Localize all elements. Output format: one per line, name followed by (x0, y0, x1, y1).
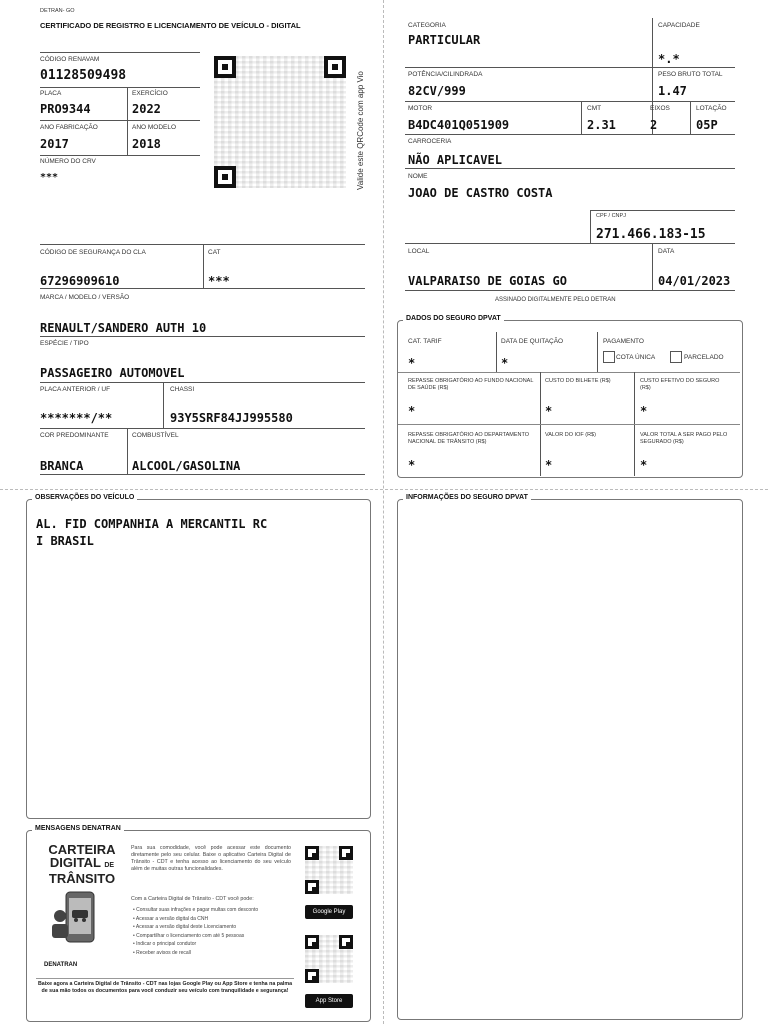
exercicio-label: EXERCÍCIO (132, 90, 168, 97)
repasse-dnt-label: REPASSE OBRIGATÓRIO AO DEPARTAMENTO NACIONAL DE TRÂNSITO (R$) (408, 432, 530, 445)
cdt-logo (46, 843, 118, 885)
dpvat-title: DADOS DO SEGURO DPVAT (403, 315, 504, 322)
ano-fab-label: ANO FABRICAÇÃO (40, 124, 98, 131)
cdt-feature-list (133, 906, 293, 957)
cdt-feature-item: • Receber avisos de recall (133, 949, 191, 956)
placa-anterior-label: PLACA ANTERIOR / UF (40, 386, 111, 393)
assinado-text: ASSINADO DIGITALMENTE PELO DETRAN (495, 297, 616, 303)
cat-label: CAT (208, 249, 221, 256)
total-value: * (640, 458, 648, 472)
cdt-feature-item: • Indicar o principal condutor (133, 941, 197, 947)
motor-value: B4DC401Q051909 (408, 118, 510, 132)
informacoes-dpvat-title: INFORMAÇÕES DO SEGURO DPVAT (403, 494, 531, 501)
custo-efetivo-label: CUSTO EFETIVO DO SEGURO (R$) (640, 378, 720, 391)
total-label: VALOR TOTAL A SER PAGO PELO SEGURADO (R$) (640, 432, 728, 445)
qr-caption: Valide este QRCode com app Vio (356, 71, 365, 190)
carroceria-value: NÃO APLICAVEL (408, 153, 502, 167)
capacidade-value: *.* (658, 52, 680, 66)
cdt-feature-item: • Consultar suas infrações e pagar multas com desconto (133, 907, 259, 913)
custo-bilhete-value: * (545, 404, 553, 418)
cmt-label: CMT (587, 105, 602, 112)
repasse-fns-label: REPASSE OBRIGATÓRIO AO FUNDO NACIONAL DE SAÚDE (R$) (408, 378, 534, 391)
placa-anterior-value: *******/** (40, 411, 113, 425)
dpvat-box (397, 320, 743, 478)
cat-tarif-label: CAT. TARIF (408, 338, 442, 345)
repasse-dnt-value: * (408, 458, 416, 472)
custo-efetivo-value: * (640, 404, 648, 418)
categoria-label: CATEGORIA (408, 22, 446, 29)
eixos-label: EIXOS (650, 105, 670, 112)
eixos-value: 2 (650, 118, 658, 132)
cdt-subhead: Com a Carteira Digital de Trânsito - CDT você pode: (131, 896, 254, 902)
data-quitacao-label: DATA DE QUITAÇÃO (501, 338, 564, 345)
cpf-label: CPF / CNPJ (596, 213, 626, 219)
local-value: VALPARAISO DE GOIAS GO (408, 274, 567, 288)
cpf-value: 271.466.183-15 (596, 227, 706, 242)
pagamento-label: PAGAMENTO (603, 338, 644, 345)
categoria-value: PARTICULAR (408, 33, 481, 47)
marca-label: MARCA / MODELO / VERSÃO (40, 294, 130, 301)
motor-label: MOTOR (408, 105, 433, 112)
cdt-feature-item: • Acessar a versão digital deste Licenciamento (133, 924, 237, 930)
data-quitacao-value: * (501, 356, 509, 370)
agency-label: DETRAN- GO (40, 8, 75, 14)
observacoes-line-1: AL. FID COMPANHIA A MERCANTIL RC (36, 517, 268, 531)
cdt-feature-item: • Compartilhar o licenciamento com até 5 pessoas (133, 932, 245, 939)
cota-unica-checkbox[interactable] (603, 351, 615, 363)
parcelado-label: PARCELADO (684, 354, 724, 361)
cor-value: BRANCA (40, 459, 84, 473)
ano-modelo-label: ANO MODELO (132, 124, 177, 131)
crv-label: NÚMERO DO CRV (40, 158, 96, 165)
google-play-badge[interactable]: Google Play (305, 905, 353, 919)
cdt-feature-item: • Acessar a versão digital da CNH (133, 915, 209, 922)
cat-tarif-value: * (408, 356, 416, 370)
ano-modelo-value: 2018 (132, 137, 161, 151)
cdt-footer-text: Baixe agora a Carteira Digital de Trânsito - CDT nas lojas Google Play ou App Store e tenha na palma de sua mão todos os documentos para você conduzir seu veículo com tranquilidade e segurança! (37, 981, 293, 994)
potencia-label: POTÊNCIA/CILINDRADA (408, 71, 483, 78)
peso-label: PESO BRUTO TOTAL (658, 71, 723, 78)
repasse-fns-value: * (408, 404, 416, 418)
nome-label: NOME (408, 173, 428, 180)
document-title: CERTIFICADO DE REGISTRO E LICENCIAMENTO DE VEÍCULO - DIGITAL (40, 21, 301, 30)
combustivel-value: ALCOOL/GASOLINA (132, 459, 241, 473)
cdt-phone-illustration (50, 888, 100, 946)
cor-label: COR PREDOMINANTE (40, 432, 109, 439)
peso-value: 1.47 (658, 84, 687, 98)
chassi-label: CHASSI (170, 386, 195, 393)
lotacao-value: 05P (696, 118, 718, 132)
marca-value: RENAULT/SANDERO AUTH 10 (40, 321, 207, 335)
cdt-logo-de: DE (104, 862, 115, 869)
mensagens-title: MENSAGENS DENATRAN (32, 825, 124, 832)
crv-value: *** (40, 172, 59, 183)
observacoes-line-2: I BRASIL (36, 534, 94, 548)
lotacao-label: LOTAÇÃO (696, 105, 727, 112)
cota-unica-label: COTA ÚNICA (616, 354, 656, 361)
renavam-value: 01128509498 (40, 68, 127, 83)
exercicio-value: 2022 (132, 102, 161, 116)
cdt-logo-line-2: DIGITAL (49, 855, 101, 870)
app-store-qr-code (305, 935, 353, 983)
page-divider-vertical (383, 0, 384, 1024)
page-divider-horizontal (0, 489, 768, 490)
denatran-label: DENATRAN (44, 962, 78, 968)
renavam-label: CÓDIGO RENAVAM (40, 56, 100, 63)
parcelado-checkbox[interactable] (670, 351, 682, 363)
combustivel-label: COMBUSTÍVEL (132, 432, 179, 439)
especie-label: ESPÉCIE / TIPO (40, 340, 89, 347)
local-label: LOCAL (408, 248, 430, 255)
ano-fab-value: 2017 (40, 137, 69, 151)
especie-value: PASSAGEIRO AUTOMOVEL (40, 366, 185, 380)
cmt-value: 2.31 (587, 118, 616, 132)
validation-qr-code (214, 56, 346, 188)
informacoes-dpvat-box (397, 499, 743, 1020)
observacoes-title: OBSERVAÇÕES DO VEÍCULO (32, 494, 137, 501)
nome-value: JOAO DE CASTRO COSTA (408, 186, 553, 200)
placa-value: PRO9344 (40, 102, 91, 116)
cdt-intro-text: Para sua comodidade, você pode acessar este documento diretamente pelo seu celular. Baixe o aplicativo Carteira Digital de Trânsito - CDT e tenha acesso ao licenciamento do seu veículo além de muitas outras funcionalidades. (131, 845, 291, 872)
placa-label: PLACA (40, 90, 62, 97)
carroceria-label: CARROCERIA (408, 138, 452, 145)
iof-label: VALOR DO IOF (R$) (545, 432, 596, 438)
data-label: DATA (658, 248, 675, 255)
chassi-value: 93Y5SRF84JJ995580 (170, 411, 293, 425)
custo-bilhete-label: CUSTO DO BILHETE (R$) (545, 378, 611, 384)
seguranca-label: CÓDIGO DE SEGURANÇA DO CLA (40, 249, 146, 256)
cat-value: *** (208, 274, 230, 288)
app-store-badge[interactable]: App Store (305, 994, 353, 1008)
cdt-logo-line-3: TRÂNSITO (48, 871, 116, 886)
iof-value: * (545, 458, 553, 472)
seguranca-value: 67296909610 (40, 274, 120, 288)
potencia-value: 82CV/999 (408, 84, 466, 98)
cdt-logo-line-1: CARTEIRA (48, 842, 116, 857)
capacidade-label: CAPACIDADE (658, 22, 700, 29)
data-value: 04/01/2023 (658, 274, 731, 288)
google-play-qr-code (305, 846, 353, 894)
